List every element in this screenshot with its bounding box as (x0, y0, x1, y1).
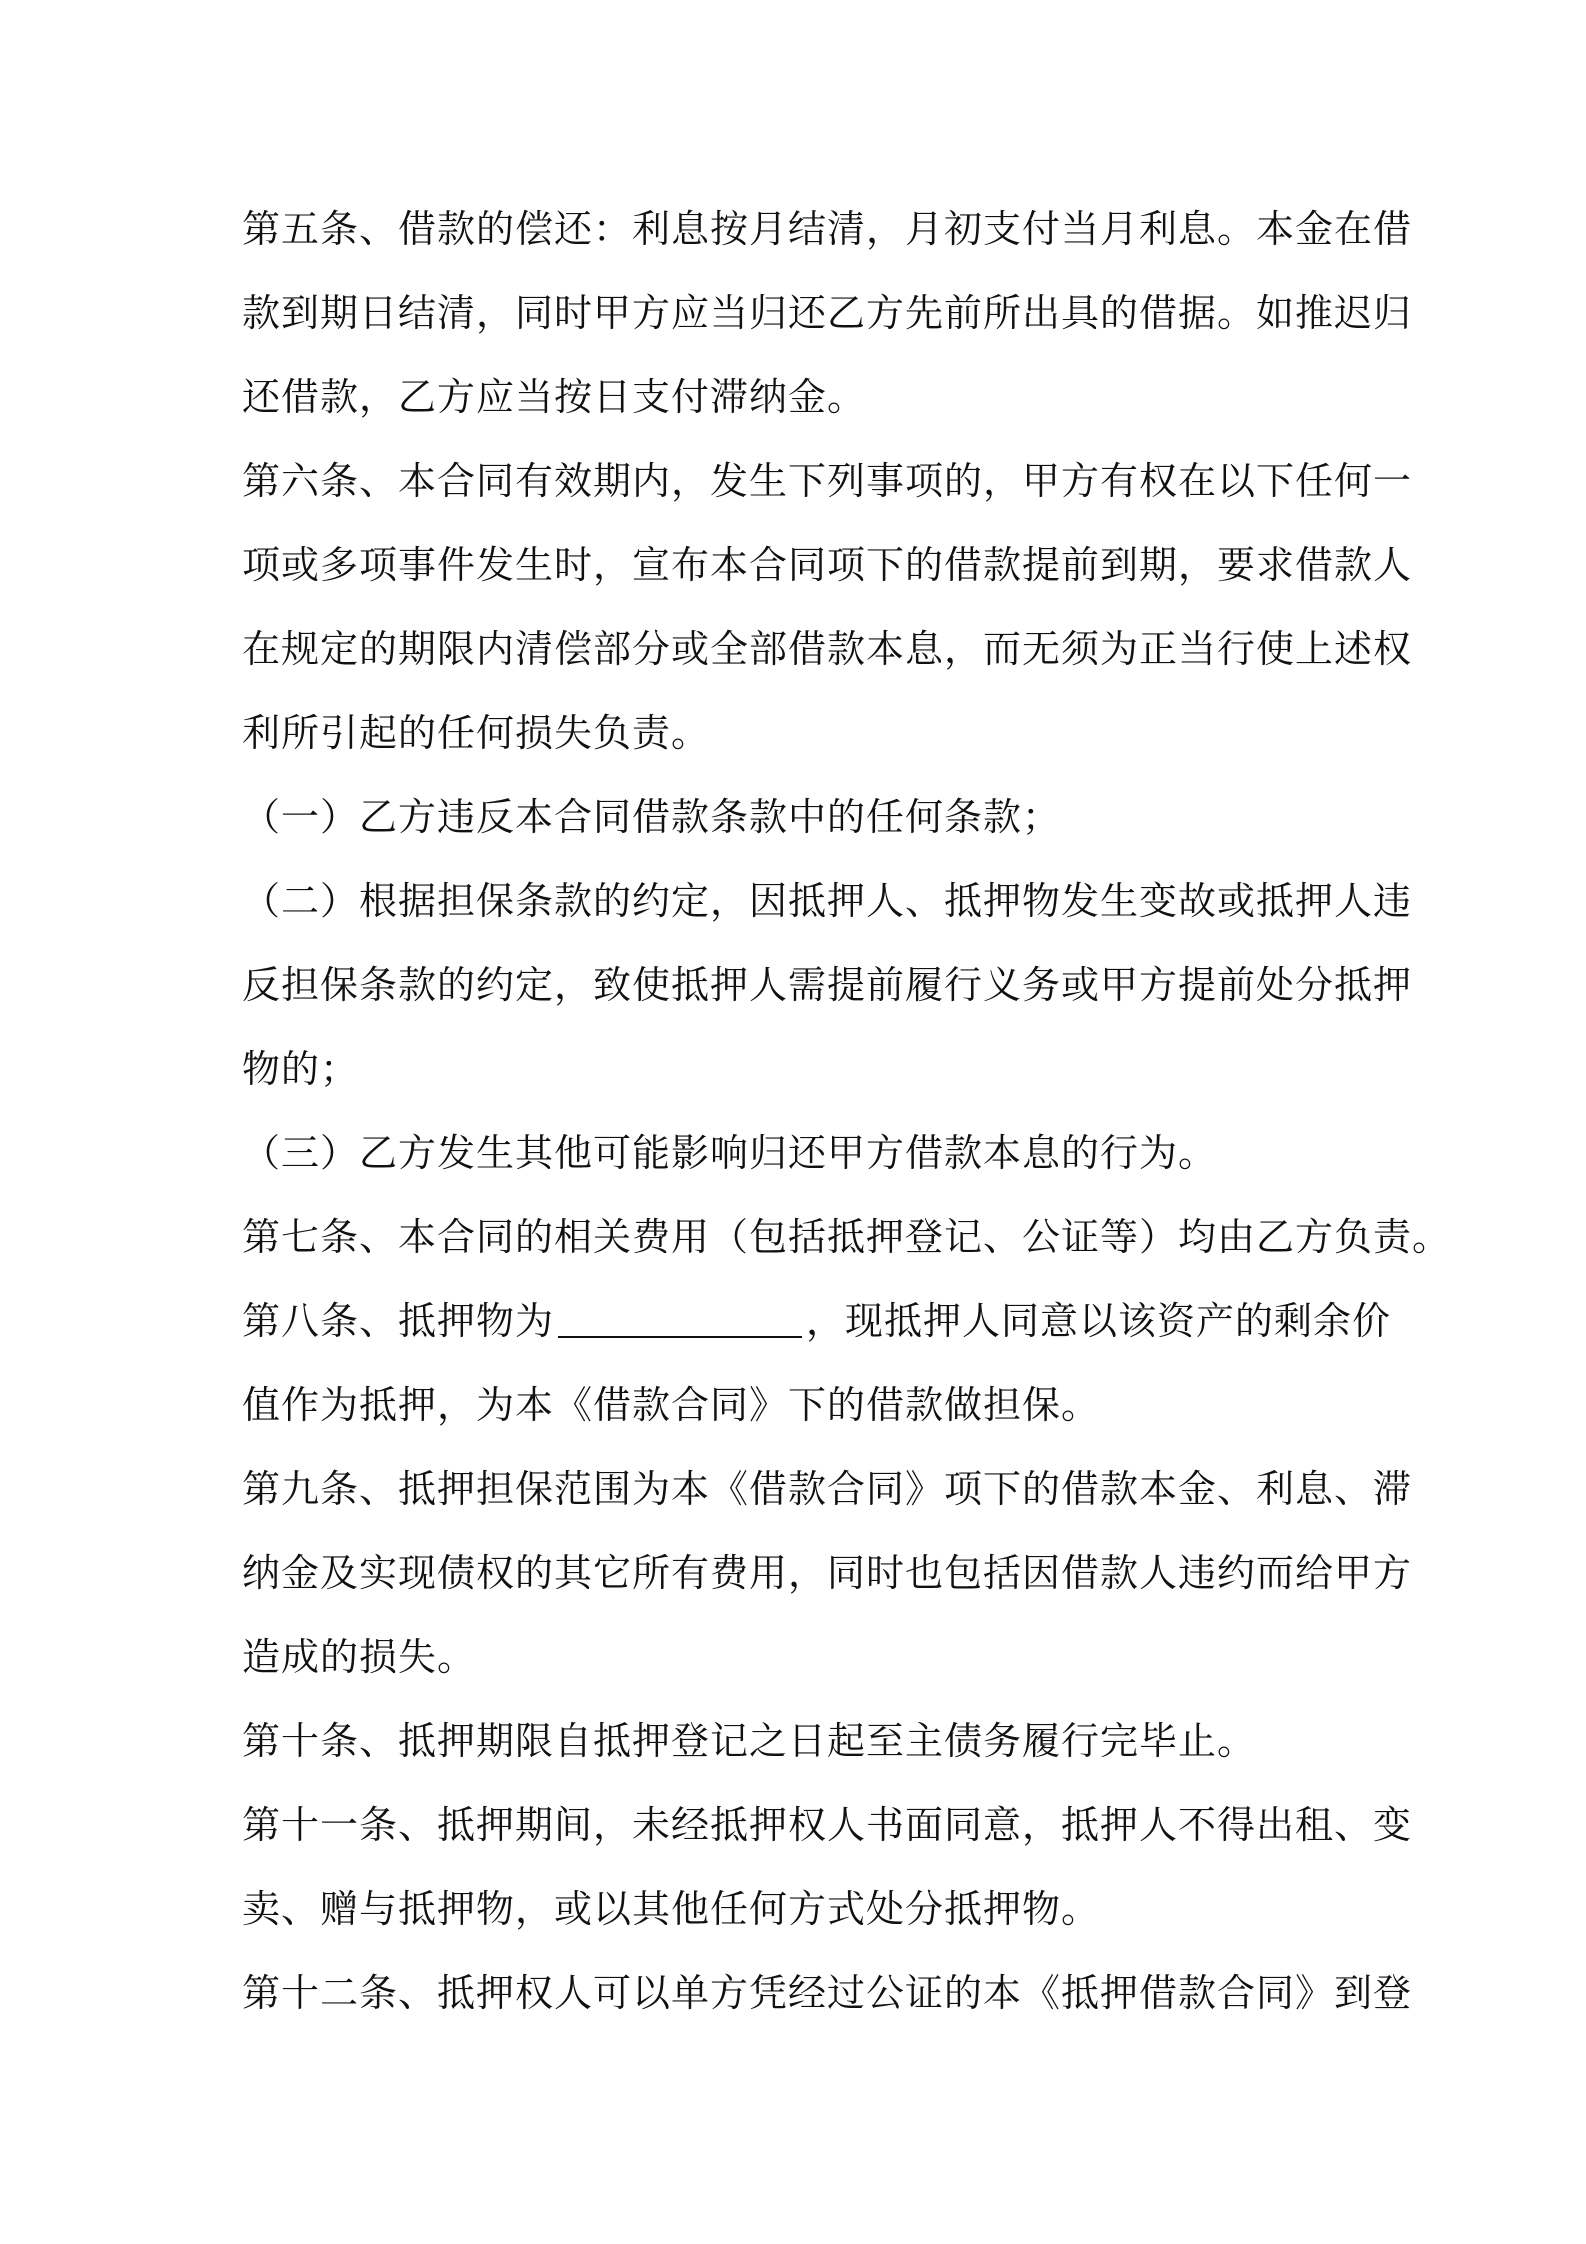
text-line: （三）乙方发生其他可能影响归还甲方借款本息的行为。 (242, 1131, 1218, 1175)
text-line: 第五条、借款的偿还：利息按月结清，月初支付当月利息。本金在借 (242, 207, 1413, 251)
text-segment: 第八条、抵押物为 (242, 1299, 555, 1343)
text-line: 第七条、本合同的相关费用（包括抵押登记、公证等）均由乙方负责。 (242, 1215, 1452, 1259)
text-line-with-blank (242, 1279, 1391, 1363)
text-line: 利所引起的任何损失负责。 (242, 711, 711, 755)
text-line: 第九条、抵押担保范围为本《借款合同》项下的借款本金、利息、滞 (242, 1467, 1413, 1511)
text-line: 造成的损失。 (242, 1635, 477, 1679)
text-line: 项或多项事件发生时，宣布本合同项下的借款提前到期，要求借款人 (242, 543, 1413, 587)
text-line: 第十条、抵押期限自抵押登记之日起至主债务履行完毕止。 (242, 1719, 1257, 1763)
text-line: 值作为抵押，为本《借款合同》下的借款做担保。 (242, 1383, 1101, 1427)
fill-in-blank (558, 1296, 802, 1338)
text-segment: ，现抵押人同意以该资产的剩余价 (806, 1299, 1392, 1343)
text-line: （一）乙方违反本合同借款条款中的任何条款； (242, 795, 1062, 839)
text-line: 第十二条、抵押权人可以单方凭经过公证的本《抵押借款合同》到登 (242, 1971, 1413, 2015)
text-line: 第六条、本合同有效期内，发生下列事项的，甲方有权在以下任何一 (242, 459, 1413, 503)
text-line: 纳金及实现债权的其它所有费用，同时也包括因借款人违约而给甲方 (242, 1551, 1413, 1595)
text-line: 卖、赠与抵押物，或以其他任何方式处分抵押物。 (242, 1887, 1101, 1931)
text-line: （二）根据担保条款的约定，因抵押人、抵押物发生变故或抵押人违 (242, 879, 1413, 923)
text-line: 还借款，乙方应当按日支付滞纳金。 (242, 375, 867, 419)
text-line: 款到期日结清，同时甲方应当归还乙方先前所出具的借据。如推迟归 (242, 291, 1413, 335)
text-line: 物的； (242, 1047, 360, 1091)
text-line: 第十一条、抵押期间，未经抵押权人书面同意，抵押人不得出租、变 (242, 1803, 1413, 1847)
text-line: 反担保条款的约定，致使抵押人需提前履行义务或甲方提前处分抵押 (242, 963, 1413, 1007)
text-line: 在规定的期限内清偿部分或全部借款本息，而无须为正当行使上述权 (242, 627, 1413, 671)
